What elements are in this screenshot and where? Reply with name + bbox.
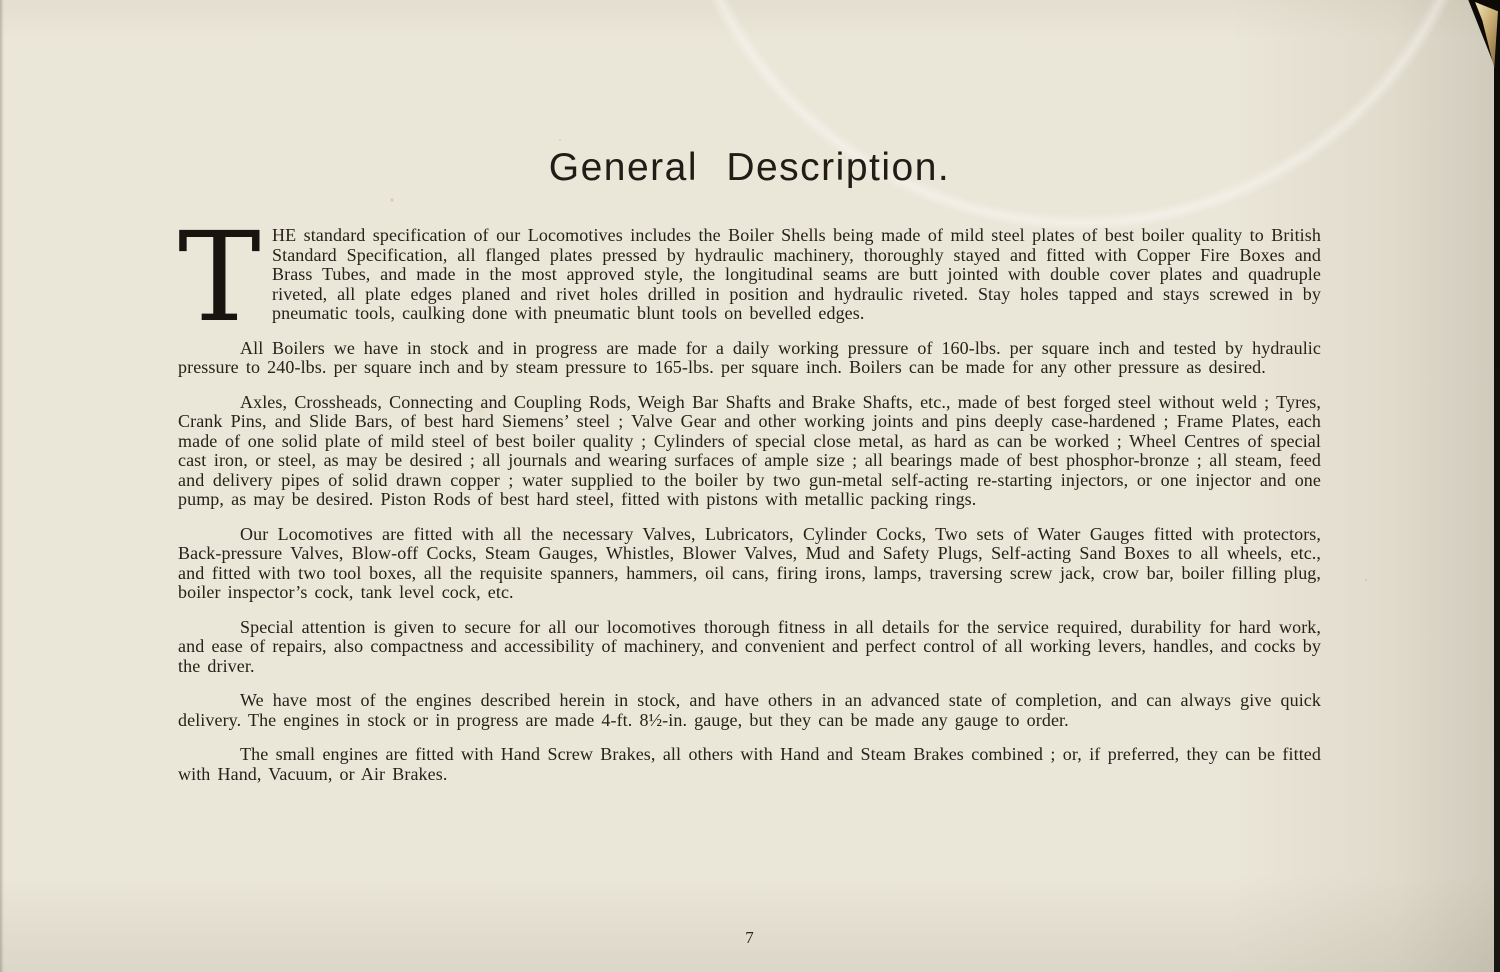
paragraph-5: Special attention is given to secure for all our locomotives thorough fitness in all details for the service required, durability for hard work, and ease of repairs, also compactness and accessibility of machinery, and convenient and perfect control of all working levers, handles, and cocks by the driver. xyxy=(178,616,1321,676)
paragraph-1-text: HE standard specification of our Locomotives includes the Boiler Shells being made of mild steel plates of best boiler quality to British Standard Specification, all flanged plates pressed by hydraulic machinery, thoroughly stayed and fitted with Copper Fire Boxes and Brass Tubes, and made in the most approved style, the longitudinal seams are butt jointed with double cover plates and quadruple riveted, all plate edges planed and rivet holes drilled in position and hydraulic riveted. Stay holes tapped and stays screwed in by pneumatic tools, caulking done with pneumatic blunt tools on bevelled edges. xyxy=(272,225,1321,323)
paragraph-6: We have most of the engines described herein in stock, and have others in an advanced state of completion, and can always give quick delivery. The engines in stock or in progress are made 4-ft. 8½-in. gauge, but they can be made any gauge to order. xyxy=(178,690,1321,730)
page-number: 7 xyxy=(745,928,754,947)
paragraph-2: All Boilers we have in stock and in progress are made for a daily working pressure of 160-lbs. per square inch and tested by hydraulic pressure to 240-lbs. per square inch and by steam pressure to 165-lbs. per square inch. Boilers can be made for any other pressure as desired. xyxy=(178,337,1321,377)
paragraph-1 xyxy=(178,206,1321,350)
scan-right-edge xyxy=(1494,0,1500,972)
paragraph-7: The small engines are fitted with Hand Screw Brakes, all others with Hand and Steam Brakes combined ; or, if preferred, they can be fitted with Hand, Vacuum, or Air Brakes. xyxy=(178,744,1321,784)
page-title: General Description. xyxy=(548,146,951,189)
page-content xyxy=(178,0,1321,799)
body-text xyxy=(178,206,1321,784)
paragraph-3: Axles, Crossheads, Connecting and Coupling Rods, Weigh Bar Shafts and Brake Shafts, etc., made of best forged steel without weld ; Tyres, Crank Pins, and Slide Bars, of best hard Siemens’ steel ; Valve Gear and other working joints and pins deeply case-hardened ; Frame Plates, each made of one solid plate of mild steel of best boiler quality ; Cylinders of special close metal, as hard as can be worked ; Wheel Centres of special cast iron, or steel, as may be desired ; all journals and wearing surfaces of ample size ; all bearings made of best phosphor-bronze ; all steam, feed and delivery pipes of solid drawn copper ; water supplied to the boiler by two gun-metal self-acting re-starting injectors, or one injector and one pump, as may be desired. Piston Rods of best hard steel, fitted with pistons with metallic packing rings. xyxy=(178,391,1321,509)
paragraph-4: Our Locomotives are fitted with all the necessary Valves, Lubricators, Cylinder Cocks, Two sets of Water Gauges fitted with protectors, Back-pressure Valves, Blow-off Cocks, Steam Gauges, Whistles, Blower Valves, Mud and Safety Plugs, Self-acting Sand Boxes to all wheels, etc., and fitted with two tool boxes, all the requisite spanners, hammers, oil cans, firing irons, lamps, traversing screw jack, crow bar, boiler filling plug, boiler inspector’s cock, tank level cock, etc. xyxy=(178,523,1321,602)
drop-cap-letter: T xyxy=(178,206,261,350)
